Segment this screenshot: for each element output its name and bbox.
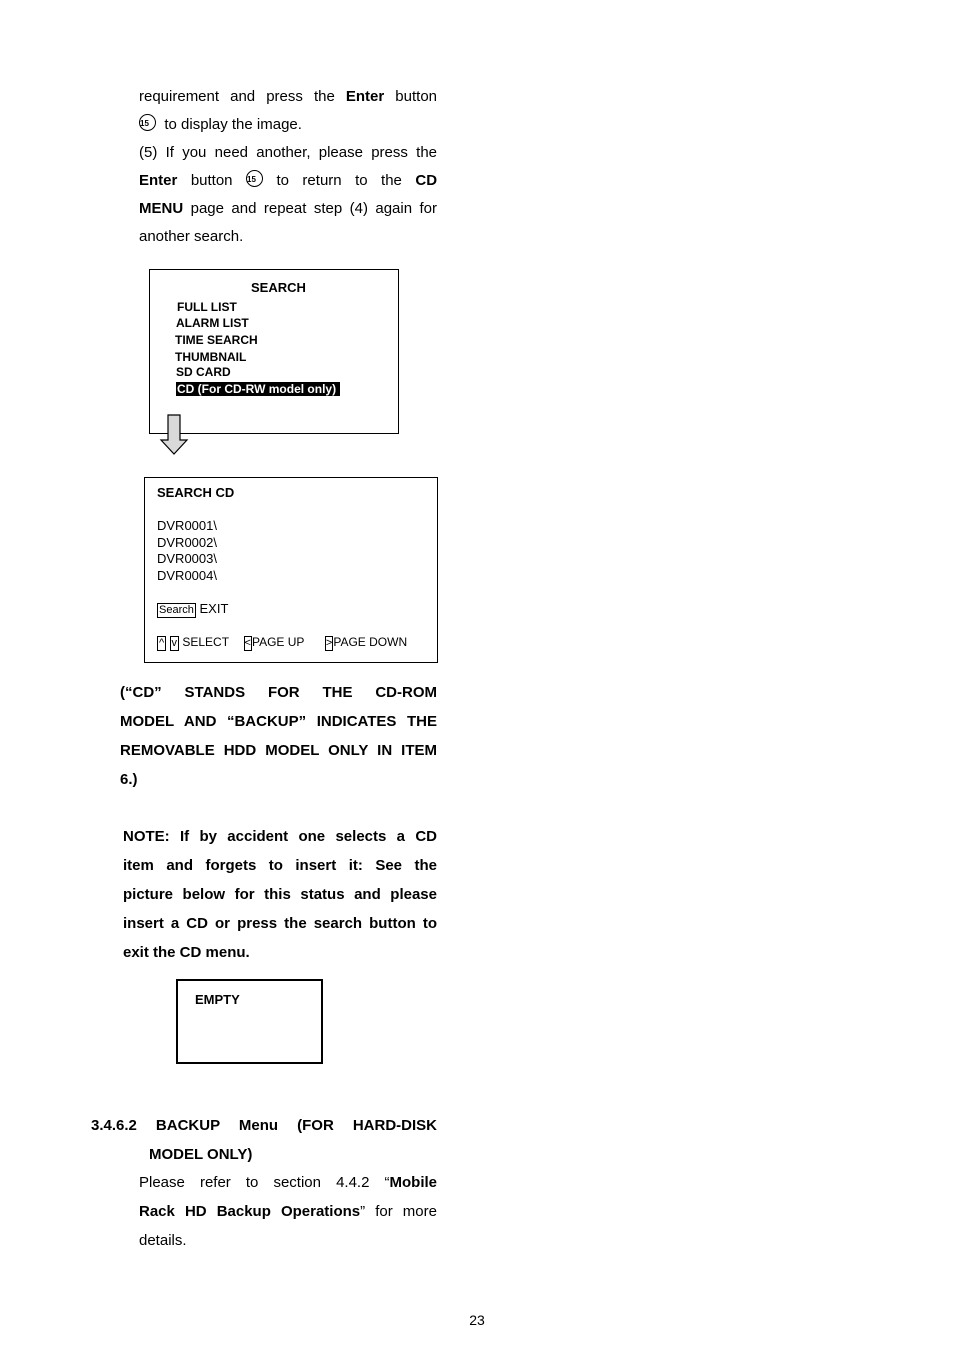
search-menu-title: SEARCH — [251, 280, 306, 295]
nav-hint-row — [157, 635, 407, 651]
enter-button-icon: 15 — [246, 170, 263, 187]
menu-item-time-search[interactable]: TIME SEARCH — [175, 333, 258, 347]
search-menu-box — [149, 269, 399, 434]
page-up-key[interactable]: < — [244, 637, 251, 649]
menu-item-sd-card[interactable]: SD CARD — [176, 365, 231, 379]
down-arrow-icon — [158, 414, 190, 456]
section-body: Please refer to section 4.4.2 “Mobile Rack HD Backup Operations” for more details. — [139, 1174, 437, 1249]
enter-button-icon: 15 — [139, 114, 156, 131]
menu-item-cd-selected[interactable]: CD (For CD-RW model only) — [176, 382, 340, 396]
folder-item[interactable]: DVR0003\ — [157, 551, 217, 566]
menu-item-alarm-list[interactable]: ALARM LIST — [176, 316, 249, 330]
exit-label: EXIT — [199, 601, 229, 616]
search-cd-title: SEARCH CD — [157, 485, 235, 500]
intro-line-4: Enter button 15 to return to the CD — [139, 172, 438, 189]
page-number: 23 — [469, 1312, 485, 1328]
empty-label: EMPTY — [195, 992, 240, 1007]
search-key[interactable]: Search — [159, 604, 194, 616]
intro-line-1: requirement and press the Enter button — [139, 88, 438, 105]
search-cd-box — [144, 477, 438, 663]
note-paragraph: NOTE: If by accident one selects a CD item and forgets to insert it: See the picture below for this status and please insert a CD or press the search button to exit the CD menu. — [123, 828, 437, 961]
empty-status-box — [176, 979, 323, 1064]
page-up-label: PAGE UP — [251, 635, 305, 649]
folder-item[interactable]: DVR0001\ — [157, 518, 217, 533]
section-heading: 3.4.6.2 BACKUP Menu (FOR HARD-DISK MODEL ONLY) — [91, 1117, 437, 1163]
up-key[interactable]: ^ — [159, 637, 165, 649]
intro-line-5: MENU page and repeat step (4) again for — [139, 200, 438, 217]
menu-item-thumbnail[interactable]: THUMBNAIL — [175, 350, 247, 364]
intro-line-2: 15 to display the image. — [140, 116, 302, 133]
search-exit-row — [157, 601, 228, 618]
down-key[interactable]: v — [171, 637, 178, 649]
folder-item[interactable]: DVR0004\ — [157, 568, 217, 583]
intro-paragraph — [139, 83, 437, 251]
page-down-label: PAGE DOWN — [333, 635, 408, 649]
folder-item[interactable]: DVR0002\ — [157, 535, 217, 550]
intro-line-3: (5) If you need another, please press the — [139, 144, 437, 161]
page-down-key[interactable]: > — [325, 637, 333, 649]
intro-line-6: another search. — [139, 228, 244, 245]
menu-item-full-list[interactable]: FULL LIST — [177, 300, 237, 314]
select-label: SELECT — [182, 635, 229, 649]
cd-model-note: (“CD” STANDS FOR THE CD-ROM MODEL AND “BACKUP” INDICATES THE REMOVABLE HDD MODEL ONLY IN ITEM 6.) — [120, 684, 437, 788]
